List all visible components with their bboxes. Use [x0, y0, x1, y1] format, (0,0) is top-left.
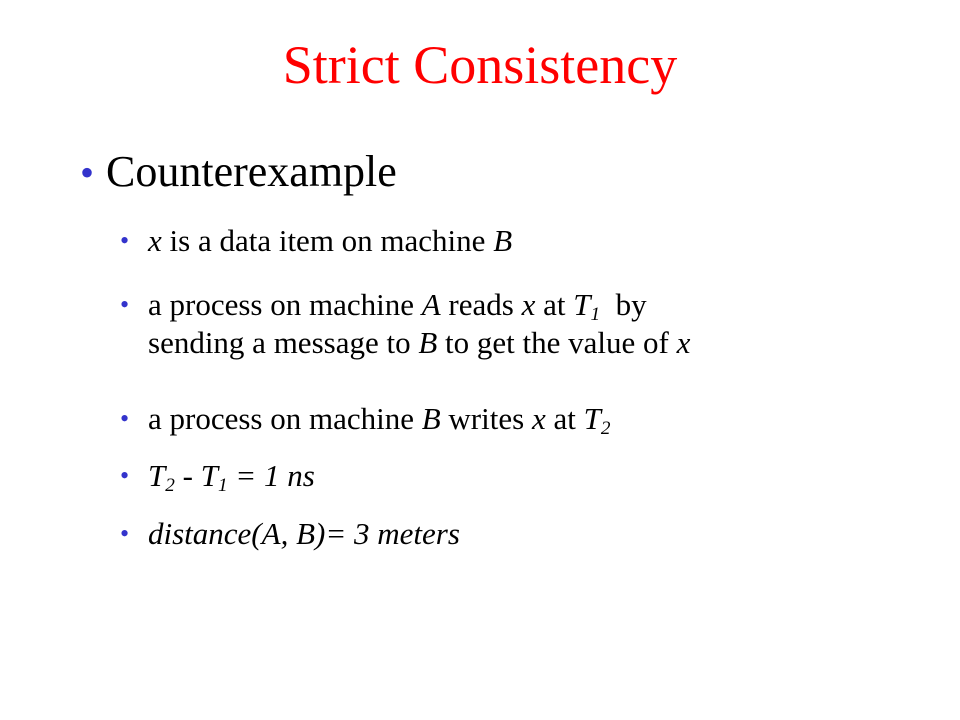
text-run: is a data item on machine	[161, 223, 494, 258]
var-t: T	[200, 458, 218, 493]
text-run: writes	[440, 401, 532, 436]
text-run: a process on machine	[148, 287, 422, 322]
var-x: x	[676, 325, 691, 360]
var-x: x	[521, 287, 536, 322]
text-run: = 1 ns	[227, 458, 315, 493]
slide-title: Strict Consistency	[282, 35, 678, 95]
var-t: T	[148, 458, 166, 493]
text-run: at	[535, 287, 574, 322]
subscript: 1	[590, 303, 601, 325]
var-x: x	[148, 223, 162, 258]
sub-bullet-item	[120, 400, 610, 438]
sub-bullet-text	[148, 222, 512, 260]
bullet-icon: •	[120, 290, 130, 319]
bullet-icon: •	[120, 461, 130, 490]
var-a: A	[421, 287, 441, 322]
bullet-icon: •	[120, 519, 130, 548]
text-run: at	[545, 401, 584, 436]
bullet-icon: •	[120, 404, 130, 433]
text-run: sending a message to	[148, 325, 419, 360]
sub-bullet-text: distance(A, B)= 3 meters	[148, 516, 460, 551]
main-bullet	[80, 144, 397, 201]
sub-bullet-item	[120, 515, 460, 553]
sub-bullet-item	[120, 222, 512, 260]
sub-bullet-text	[148, 286, 690, 362]
text-run: to get the value of	[437, 325, 677, 360]
var-b: B	[421, 401, 441, 436]
sub-bullet-text	[148, 400, 610, 438]
var-b: B	[493, 223, 513, 258]
var-x: x	[531, 401, 546, 436]
subscript: 1	[217, 474, 228, 496]
text-run: by	[600, 287, 647, 322]
var-t: T	[573, 287, 591, 322]
subscript: 2	[600, 417, 611, 439]
var-t: T	[583, 401, 601, 436]
text-run: reads	[440, 287, 522, 322]
sub-bullet-text	[148, 457, 315, 495]
text-run: -	[174, 458, 201, 493]
sub-bullet-item	[120, 457, 315, 495]
sub-bullet-item	[120, 286, 690, 362]
text-run: a process on machine	[148, 401, 422, 436]
bullet-icon: •	[120, 226, 130, 255]
bullet-icon: •	[80, 150, 95, 195]
main-bullet-label: Counterexample	[106, 147, 397, 196]
var-b: B	[418, 325, 438, 360]
subscript: 2	[165, 474, 175, 496]
